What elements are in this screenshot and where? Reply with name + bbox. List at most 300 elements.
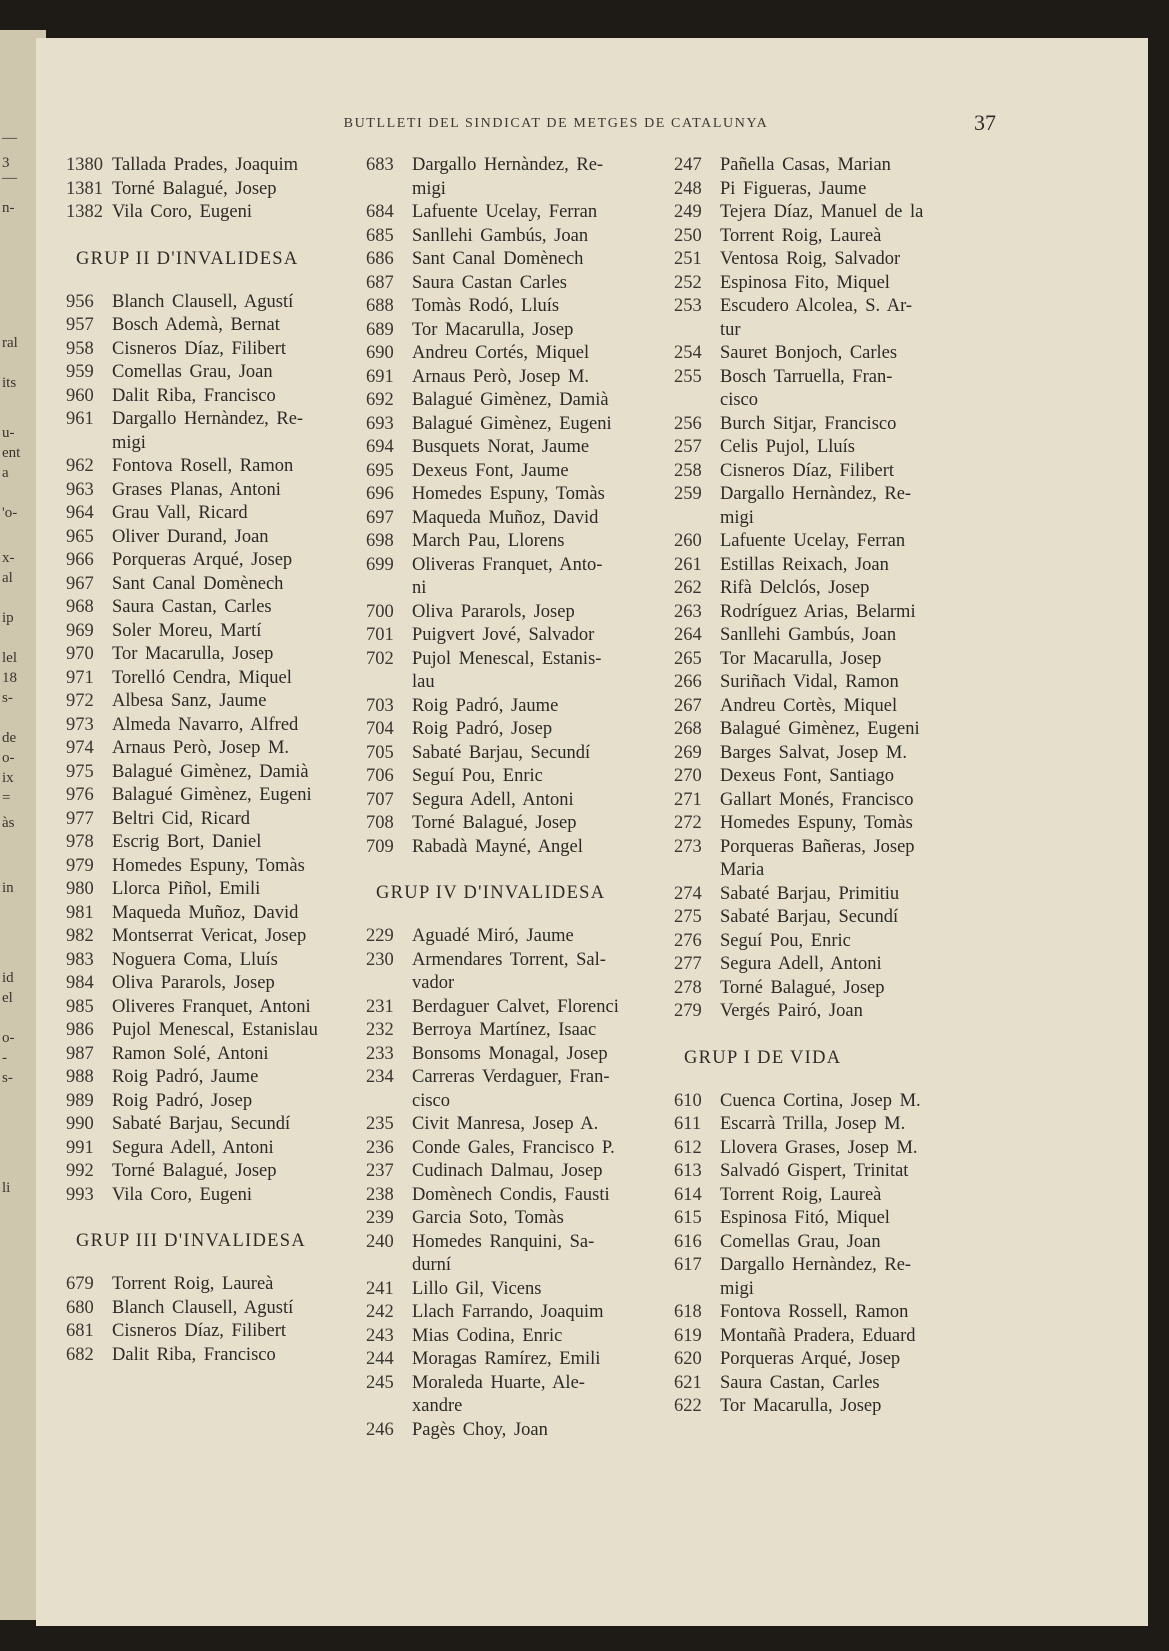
member-number: 263 <box>674 601 702 622</box>
list-item <box>674 695 1036 719</box>
member-name: Pañella Casas, Marian <box>720 155 891 175</box>
member-name: Porqueras Arqué, Josep <box>720 1349 901 1369</box>
member-number: 701 <box>366 625 394 645</box>
member-name-cell <box>412 225 706 249</box>
member-name: Blanch Clausell, Agustí <box>112 1297 294 1318</box>
member-name-continuation: lau <box>412 672 435 692</box>
member-number: 256 <box>674 413 702 434</box>
member-name-cell <box>112 201 394 225</box>
list-item <box>674 483 1036 530</box>
previous-page-fragment: n- <box>2 200 15 216</box>
list-item <box>66 831 394 855</box>
member-name: Llach Farrando, Joaquim <box>412 1302 604 1322</box>
member-number: 705 <box>366 742 394 763</box>
member-number: 695 <box>366 460 394 481</box>
list-item <box>674 1254 1036 1301</box>
member-name-cell <box>112 1297 394 1321</box>
member-name-cell <box>112 1320 394 1344</box>
member-name-cell <box>720 483 1036 530</box>
list-item <box>366 436 706 460</box>
member-name-cell <box>412 1066 706 1113</box>
member-name: Tallada Prades, Joaquim <box>112 155 299 175</box>
list-item <box>66 878 394 902</box>
member-name: Dargallo Hernàndez, Re- <box>112 409 304 429</box>
member-number: 238 <box>366 1184 394 1205</box>
member-number: 976 <box>66 785 94 805</box>
running-header: BUTLLETI DEL SINDICAT DE METGES DE CATALUNYA <box>343 116 769 131</box>
member-name-cell <box>720 906 1036 930</box>
member-name-cell <box>720 1000 1036 1024</box>
member-name: Torrent Roig, Laureà <box>112 1274 274 1294</box>
list-item <box>366 836 706 860</box>
member-name: Roig Padró, Josep <box>112 1090 253 1111</box>
member-name: Escarrà Trilla, Josep M. <box>720 1114 906 1134</box>
member-number: 610 <box>674 1090 702 1111</box>
list-item <box>66 1320 394 1344</box>
member-number: 679 <box>66 1274 94 1294</box>
member-number: 687 <box>366 272 394 293</box>
list-item <box>66 291 394 315</box>
list-item <box>674 1113 1036 1137</box>
previous-page-fragment: u- <box>2 425 15 441</box>
list-item <box>66 714 394 738</box>
member-number: 244 <box>366 1349 394 1369</box>
member-name-cell <box>720 272 1036 296</box>
member-name-cell <box>412 460 706 484</box>
member-number: 230 <box>366 949 394 970</box>
member-number: 960 <box>66 385 94 406</box>
member-name: Berroya Martínez, Isaac <box>412 1020 597 1040</box>
member-number: 1381 <box>66 178 103 199</box>
member-name: Tejera Díaz, Manuel de la <box>720 202 924 222</box>
member-name-cell <box>412 389 706 413</box>
member-name-cell <box>112 291 394 315</box>
member-name-cell <box>112 808 394 832</box>
member-number: 229 <box>366 926 394 946</box>
member-name: Dargallo Hernàndez, Re- <box>720 484 912 504</box>
member-number: 704 <box>366 719 394 739</box>
list-item <box>674 1231 1036 1255</box>
member-number: 981 <box>66 902 94 923</box>
list-item <box>366 718 706 742</box>
member-name-cell <box>412 836 706 860</box>
member-number: 254 <box>674 343 702 363</box>
member-number: 692 <box>366 390 394 410</box>
member-name-cell <box>720 648 1036 672</box>
list-item <box>674 1137 1036 1161</box>
list-item <box>674 1160 1036 1184</box>
member-name-cell <box>412 765 706 789</box>
member-number: 235 <box>366 1114 394 1134</box>
member-name: Escudero Alcolea, S. Ar- <box>720 296 913 316</box>
list-item <box>674 624 1036 648</box>
group-heading: GRUP IV D'INVALIDESA <box>376 883 606 903</box>
list-item <box>366 742 706 766</box>
member-number: 706 <box>366 766 394 786</box>
member-name: Sauret Bonjoch, Carles <box>720 343 898 363</box>
member-number: 250 <box>674 225 702 246</box>
member-name: Salvadó Gispert, Trinitat <box>720 1161 909 1181</box>
previous-page-fragment: li <box>2 1180 11 1196</box>
member-number: 273 <box>674 836 702 857</box>
member-name: Ventosa Roig, Salvador <box>720 249 901 269</box>
member-name: Segura Adell, Antoni <box>412 789 574 810</box>
member-name: Tor Macarulla, Josep <box>412 319 574 340</box>
member-name-cell <box>112 1066 394 1090</box>
member-name-cell <box>112 620 394 644</box>
list-item <box>366 1348 706 1372</box>
list-item <box>674 1372 1036 1396</box>
member-name-cell <box>720 1207 1036 1231</box>
member-name-cell <box>412 1160 706 1184</box>
member-name-cell <box>112 1043 394 1067</box>
list-item <box>674 765 1036 789</box>
member-number: 614 <box>674 1184 702 1205</box>
member-number: 686 <box>366 249 394 269</box>
member-name: Homedes Espuny, Tomàs <box>720 813 913 833</box>
member-name-cell <box>112 338 394 362</box>
member-name-cell <box>112 1273 394 1297</box>
list-item <box>66 1160 394 1184</box>
list-item <box>366 272 706 296</box>
member-name: Rodríguez Arias, Belarmi <box>720 601 916 622</box>
member-number: 681 <box>66 1321 94 1341</box>
member-name: Arnaus Però, Josep M. <box>412 366 590 387</box>
member-number: 272 <box>674 813 702 833</box>
member-name: Sanllehi Gambús, Joan <box>412 225 589 246</box>
member-number: 957 <box>66 315 94 335</box>
member-name: Tor Macarulla, Josep <box>720 1396 882 1416</box>
member-number: 977 <box>66 808 94 829</box>
member-name: Homedes Ranquini, Sa- <box>412 1231 595 1252</box>
member-name-cell <box>412 1043 706 1067</box>
member-name-cell <box>720 1395 1036 1419</box>
member-number: 959 <box>66 362 94 382</box>
member-number: 249 <box>674 202 702 222</box>
member-name-cell <box>720 695 1036 719</box>
member-number: 696 <box>366 484 394 504</box>
member-name: Conde Gales, Francisco P. <box>412 1137 615 1158</box>
member-number: 271 <box>674 789 702 810</box>
member-number: 277 <box>674 954 702 974</box>
list-item <box>66 643 394 667</box>
member-number: 707 <box>366 789 394 810</box>
member-name-continuation: migi <box>720 1278 754 1299</box>
member-number: 611 <box>674 1114 702 1134</box>
list-item <box>366 295 706 319</box>
member-name: Puigvert Jové, Salvador <box>412 625 595 645</box>
member-name: Saura Castan, Carles <box>720 1372 880 1393</box>
column-1 <box>66 154 394 1367</box>
list-item <box>674 436 1036 460</box>
list-item <box>66 1043 394 1067</box>
member-number: 615 <box>674 1208 702 1228</box>
list-item <box>674 554 1036 578</box>
list-item <box>366 1137 706 1161</box>
member-number: 961 <box>66 409 94 429</box>
member-name: Dargallo Hernàndez, Re- <box>720 1255 912 1275</box>
member-name: Moraleda Huarte, Ale- <box>412 1372 585 1393</box>
member-number: 973 <box>66 714 94 735</box>
member-name: Torrent Roig, Laureà <box>720 1184 882 1205</box>
list-item <box>674 718 1036 742</box>
list-item <box>674 977 1036 1001</box>
member-number: 990 <box>66 1114 94 1134</box>
member-name-cell <box>112 479 394 503</box>
member-name: Sabaté Barjau, Secundí <box>412 742 591 763</box>
member-name-cell <box>112 667 394 691</box>
member-name: Seguí Pou, Enric <box>720 930 851 951</box>
list-item <box>366 1419 706 1443</box>
list-item <box>674 1301 1036 1325</box>
list-item <box>66 972 394 996</box>
column-3 <box>674 154 1036 1419</box>
previous-page-fragment: - <box>2 1050 7 1066</box>
list-item <box>674 1325 1036 1349</box>
member-name-cell <box>412 1278 706 1302</box>
member-name-cell <box>412 601 706 625</box>
list-item <box>674 1184 1036 1208</box>
previous-page-fragment: its <box>2 375 17 391</box>
list-item <box>66 338 394 362</box>
member-name-cell <box>720 342 1036 366</box>
member-number: 966 <box>66 550 94 570</box>
member-name-cell <box>720 201 1036 225</box>
member-name-cell <box>412 1137 706 1161</box>
member-name-continuation: migi <box>412 178 446 199</box>
member-name: Roig Padró, Jaume <box>112 1067 259 1087</box>
list-item <box>674 648 1036 672</box>
list-item <box>66 201 394 225</box>
member-name: Roig Padró, Josep <box>412 719 553 739</box>
member-number: 985 <box>66 996 94 1017</box>
member-name: Fontova Rosell, Ramon <box>112 456 294 476</box>
member-name-cell <box>412 1372 706 1419</box>
member-number: 983 <box>66 949 94 970</box>
list-item <box>674 789 1036 813</box>
member-name: Espinosa Fito, Miquel <box>720 272 890 293</box>
member-number: 241 <box>366 1278 394 1299</box>
member-name-cell <box>412 530 706 554</box>
member-name: Torné Balagué, Josep <box>112 1161 277 1181</box>
member-name: Mias Codina, Enric <box>412 1325 563 1346</box>
member-number: 239 <box>366 1208 394 1228</box>
member-number: 233 <box>366 1043 394 1064</box>
member-number: 962 <box>66 456 94 476</box>
member-name-cell <box>112 596 394 620</box>
list-item <box>674 906 1036 930</box>
previous-page-fragment: x- <box>2 550 15 566</box>
member-name-continuation: xandre <box>412 1396 463 1416</box>
member-name-cell <box>412 1348 706 1372</box>
list-item <box>366 1066 706 1113</box>
list-item <box>674 1000 1036 1024</box>
member-number: 243 <box>366 1325 394 1346</box>
previous-page-fragment: lel <box>2 650 17 666</box>
member-name-cell <box>412 648 706 695</box>
member-name: Torné Balagué, Josep <box>412 813 577 833</box>
member-name-cell <box>720 295 1036 342</box>
member-name-cell <box>720 1137 1036 1161</box>
member-name: Sant Canal Domènech <box>112 573 284 594</box>
member-name: Pujol Menescal, Estanis- <box>412 648 602 669</box>
member-name: Carreras Verdaguer, Fran- <box>412 1067 610 1087</box>
list-item <box>366 648 706 695</box>
list-item <box>66 737 394 761</box>
member-number: 691 <box>366 366 394 387</box>
member-name-cell <box>412 789 706 813</box>
list-item <box>66 549 394 573</box>
member-name-cell <box>412 342 706 366</box>
member-number: 992 <box>66 1161 94 1181</box>
previous-page-fragment: ix <box>2 770 14 786</box>
member-number: 612 <box>674 1137 702 1158</box>
member-name-cell <box>412 248 706 272</box>
member-number: 618 <box>674 1302 702 1322</box>
previous-page-fragment: id <box>2 970 14 986</box>
member-name: Tor Macarulla, Josep <box>112 644 274 664</box>
member-name-cell <box>720 1231 1036 1255</box>
member-name: Moragas Ramírez, Emili <box>412 1349 601 1369</box>
list-item <box>674 178 1036 202</box>
member-number: 968 <box>66 597 94 617</box>
member-name: Pujol Menescal, Estanislau <box>112 1020 318 1040</box>
member-name-cell <box>720 178 1036 202</box>
member-name-cell <box>720 1348 1036 1372</box>
member-name-cell <box>112 455 394 479</box>
member-name-cell <box>412 695 706 719</box>
member-name-cell <box>720 154 1036 178</box>
member-number: 265 <box>674 648 702 669</box>
member-number: 702 <box>366 648 394 669</box>
member-number: 248 <box>674 178 702 199</box>
member-number: 682 <box>66 1344 94 1365</box>
previous-page-fragment: s- <box>2 1070 13 1086</box>
member-name: Ramon Solé, Antoni <box>112 1043 269 1064</box>
member-name: Oliver Durand, Joan <box>112 526 269 547</box>
list-item <box>66 1137 394 1161</box>
list-item <box>674 295 1036 342</box>
list-item <box>366 789 706 813</box>
member-name-cell <box>112 314 394 338</box>
member-name-cell <box>720 624 1036 648</box>
member-number: 963 <box>66 479 94 500</box>
list-item <box>66 784 394 808</box>
member-name-cell <box>720 577 1036 601</box>
member-name: Tomàs Rodó, Lluís <box>412 296 560 316</box>
member-name: Maqueda Muñoz, David <box>112 902 299 923</box>
member-name: Espinosa Fitó, Miquel <box>720 1208 890 1228</box>
member-number: 991 <box>66 1137 94 1158</box>
member-name-cell <box>112 1019 394 1043</box>
member-name-continuation: migi <box>112 432 146 453</box>
member-name: Armendares Torrent, Sal- <box>412 949 606 970</box>
member-name: Balagué Gimènez, Eugeni <box>412 413 612 434</box>
member-name-cell <box>412 1419 706 1443</box>
member-name: Civit Manresa, Josep A. <box>412 1114 599 1134</box>
member-number: 266 <box>674 672 702 692</box>
member-name: Sabaté Barjau, Secundí <box>112 1114 291 1134</box>
list-item <box>674 272 1036 296</box>
list-item <box>366 1231 706 1278</box>
member-name: Llorca Piñol, Emili <box>112 879 261 899</box>
member-name-cell <box>720 1113 1036 1137</box>
member-number: 700 <box>366 601 394 622</box>
list-item <box>674 460 1036 484</box>
member-name: Sanllehi Gambús, Joan <box>720 625 897 645</box>
member-name-cell <box>412 154 706 201</box>
member-number: 264 <box>674 625 702 645</box>
list-item <box>66 314 394 338</box>
member-name-continuation: cisco <box>412 1090 451 1111</box>
member-number: 258 <box>674 460 702 481</box>
member-number: 971 <box>66 667 94 688</box>
member-name: Andreu Cortés, Miquel <box>412 343 590 363</box>
member-number: 694 <box>366 437 394 457</box>
member-name: Bosch Ademà, Bernat <box>112 315 280 335</box>
member-number: 1382 <box>66 202 103 222</box>
member-name-cell <box>720 554 1036 578</box>
previous-page-fragment: ral <box>2 335 18 351</box>
member-number: 685 <box>366 225 394 246</box>
column-2 <box>366 154 706 1442</box>
list-item <box>66 949 394 973</box>
member-number: 978 <box>66 832 94 852</box>
list-item <box>366 695 706 719</box>
list-item <box>674 953 1036 977</box>
list-item <box>674 812 1036 836</box>
member-name: Garcia Soto, Tomàs <box>412 1208 564 1228</box>
member-name: Domènech Condis, Fausti <box>412 1184 610 1205</box>
member-number: 613 <box>674 1161 702 1181</box>
list-item <box>674 366 1036 413</box>
member-name: Vila Coro, Eugeni <box>112 1184 253 1205</box>
list-item <box>66 178 394 202</box>
member-name: Oliva Pararols, Josep <box>412 601 575 622</box>
list-item <box>366 1184 706 1208</box>
member-number: 234 <box>366 1067 394 1087</box>
member-name: Albesa Sanz, Jaume <box>112 691 267 711</box>
member-name-cell <box>412 507 706 531</box>
member-number: 253 <box>674 296 702 316</box>
member-name-cell <box>112 408 394 455</box>
member-name-cell <box>112 1184 394 1208</box>
member-number: 279 <box>674 1001 702 1021</box>
list-item <box>66 620 394 644</box>
member-name-cell <box>720 1254 1036 1301</box>
list-item <box>66 502 394 526</box>
member-name-cell <box>720 742 1036 766</box>
list-item <box>66 1019 394 1043</box>
previous-page-fragment: in <box>2 880 14 896</box>
member-name-cell <box>112 549 394 573</box>
member-name-cell <box>412 718 706 742</box>
member-name: Saura Castan, Carles <box>112 597 272 617</box>
member-number: 1380 <box>66 155 103 175</box>
member-number: 986 <box>66 1020 94 1040</box>
list-item <box>674 225 1036 249</box>
member-number: 257 <box>674 437 702 457</box>
list-item <box>674 1207 1036 1231</box>
member-name: Barges Salvat, Josep M. <box>720 742 907 763</box>
member-name-cell <box>720 225 1036 249</box>
member-name-cell <box>112 737 394 761</box>
member-name: Tor Macarulla, Josep <box>720 648 882 669</box>
member-name-cell <box>112 361 394 385</box>
member-number: 278 <box>674 977 702 998</box>
member-name: Comellas Grau, Joan <box>112 362 273 382</box>
member-name: Rifà Delclós, Josep <box>720 578 870 598</box>
